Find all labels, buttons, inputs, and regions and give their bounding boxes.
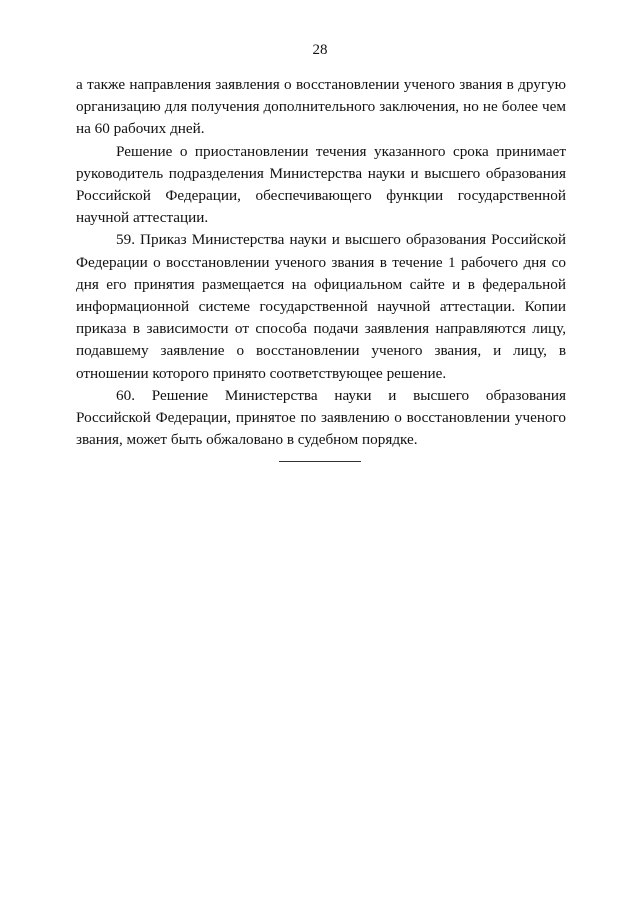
document-body <box>76 74 566 451</box>
paragraph-continuation: а также направления заявления о восстановлении ученого звания в другую организацию для получения дополнительного заключения, но не более чем на 60 рабочих дней. <box>76 76 566 138</box>
paragraph-suspension-decision: Решение о приостановлении течения указанного срока принимает руководитель подразделения Министерства науки и высшего образования Российской Федерации, обеспечивающего функции государственной научной аттестации. <box>76 142 566 227</box>
paragraph-clause-59: 59. Приказ Министерства науки и высшего образования Российской Федерации о восстановлении ученого звания в течение 1 рабочего дня со дня его принятия размещается на официальном сайте и в федеральной информационной системе государственной научной аттестации. Копии приказа в зависимости от способа подачи заявления направляются лицу, подавшему заявление о восстановлении ученого звания, и лицу, в отношении которого принято соответствующее решение. <box>76 231 566 382</box>
paragraph-clause-60: 60. Решение Министерства науки и высшего образования Российской Федерации, принятое по заявлению о восстановлении ученого звания, может быть обжаловано в судебном порядке. <box>76 386 566 449</box>
page-number: 28 <box>312 42 328 58</box>
end-of-document-rule <box>279 461 361 462</box>
